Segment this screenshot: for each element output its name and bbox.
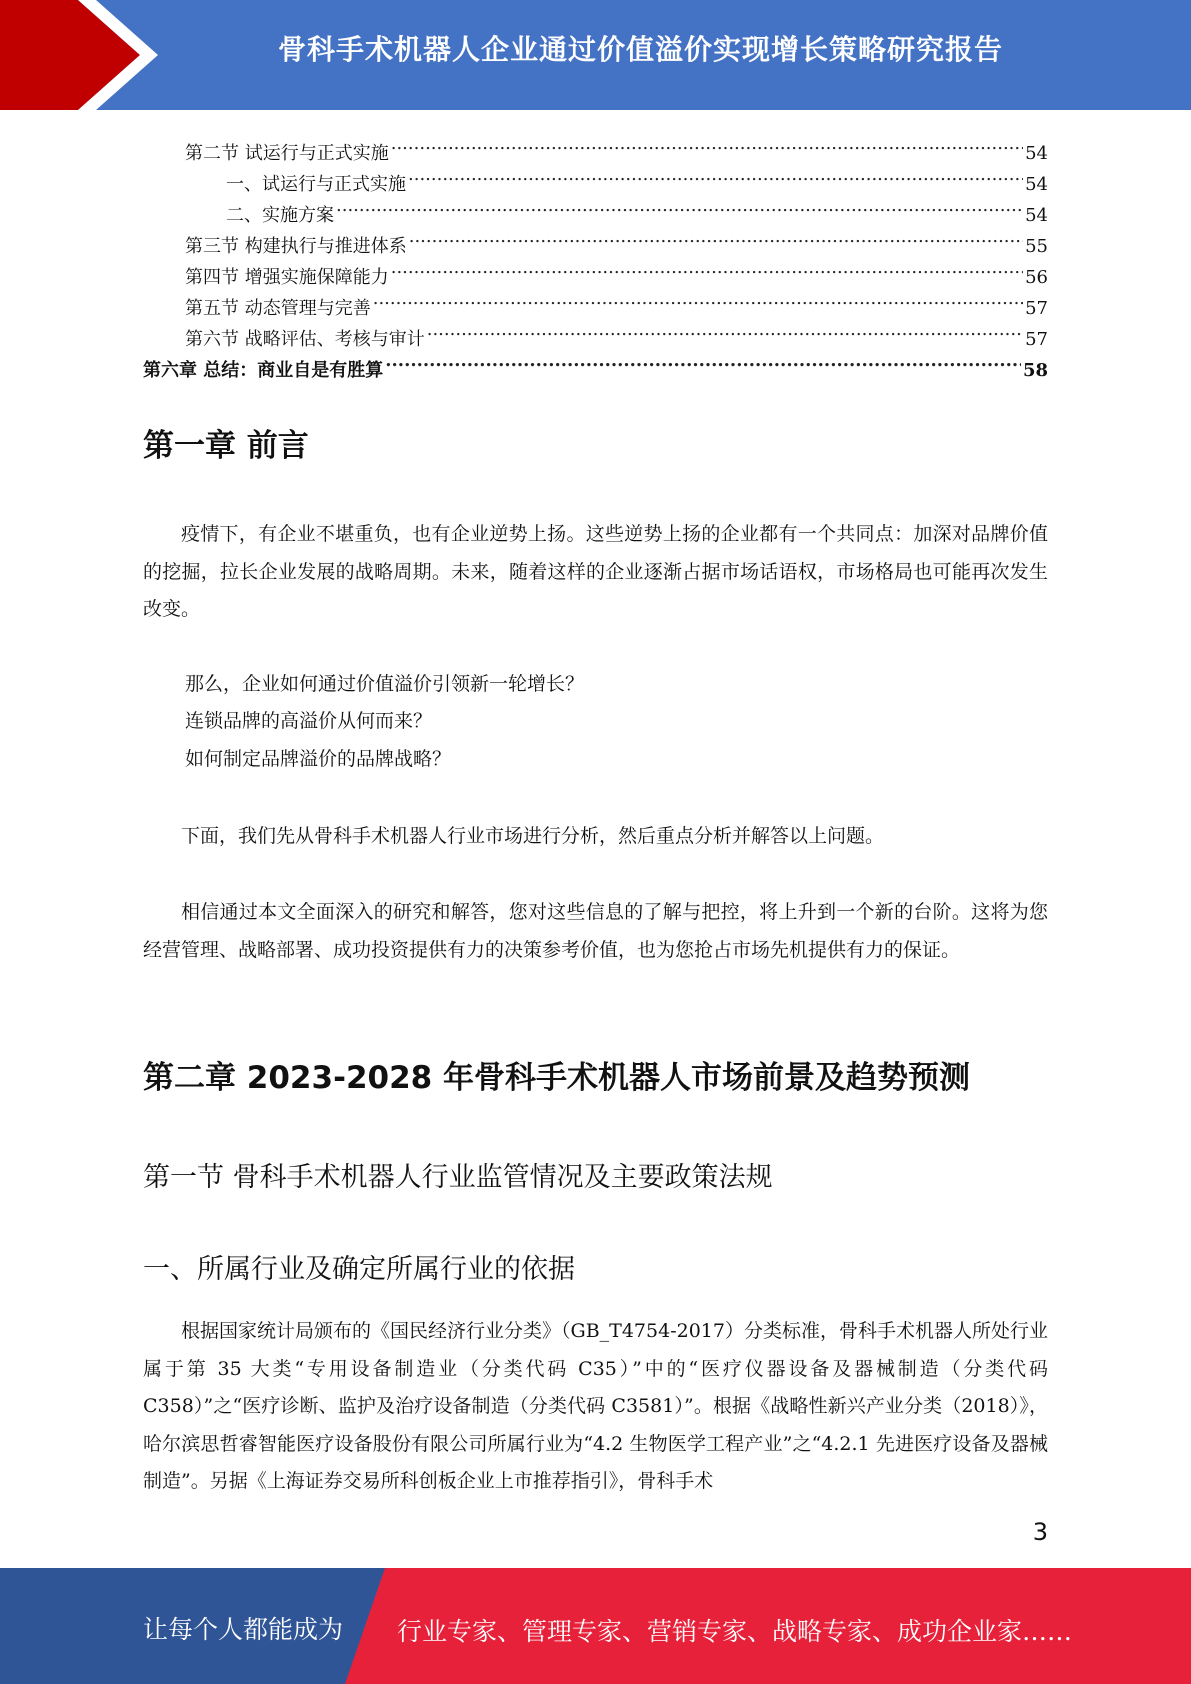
toc-entry-page: 54 — [1025, 174, 1048, 195]
toc-leader-dots — [408, 159, 1023, 190]
body-paragraph: 疫情下，有企业不堪重负，也有企业逆势上扬。这些逆势上扬的企业都有一个共同点：加深对品牌价值的挖掘，拉长企业发展的战略周期。未来，随着这样的企业逐渐占据市场话语权，市场格局也可能再次发生改变。 — [143, 523, 1048, 620]
toc-leader-dots — [391, 128, 1023, 159]
toc-entry-page: 54 — [1025, 143, 1048, 164]
section-title: 第一节 骨科手术机器人行业监管情况及主要政策法规 — [143, 1162, 773, 1193]
toc-entry-page: 57 — [1025, 298, 1048, 319]
page-footer — [0, 1568, 1191, 1684]
toc-leader-dots — [427, 314, 1023, 345]
body-paragraph: 相信通过本文全面深入的研究和解答，您对这些信息的了解与把控，将上升到一个新的台阶。这将为您经营管理、战略部署、成功投资提供有力的决策参考价值，也为您抢占市场先机提供有力的保证。 — [143, 901, 1048, 961]
toc-leader-dots — [385, 345, 1021, 376]
page-number: 3 — [1032, 1518, 1048, 1546]
toc-entry-label: 一、试运行与正式实施 — [226, 174, 406, 195]
toc-entry-label: 第三节 构建执行与推进体系 — [185, 236, 407, 257]
chapter-title: 第一章 前言 — [143, 428, 309, 464]
toc-entry-page: 56 — [1025, 267, 1048, 288]
toc-entry-page: 58 — [1022, 360, 1048, 381]
toc-entry-page: 54 — [1025, 205, 1048, 226]
toc-entry-label: 第四节 增强实施保障能力 — [185, 267, 389, 288]
toc-leader-dots — [409, 221, 1023, 252]
toc-leader-dots — [391, 252, 1023, 283]
toc-entry-label: 二、实施方案 — [226, 205, 334, 226]
toc-entry[interactable] — [185, 314, 1048, 350]
question-line: 如何制定品牌溢价的品牌战略？ — [185, 748, 452, 770]
toc-entry-label: 第五节 动态管理与完善 — [185, 298, 371, 319]
footer-slogan-left: 让每个人都能成为 — [143, 1615, 344, 1644]
toc-entry[interactable] — [185, 283, 1048, 319]
toc-entry[interactable] — [226, 190, 1048, 226]
toc-leader-dots — [336, 190, 1023, 221]
question-line: 那么，企业如何通过价值溢价引领新一轮增长？ — [185, 673, 585, 695]
body-paragraph: 下面，我们先从骨科手术机器人行业市场进行分析，然后重点分析并解答以上问题。 — [181, 825, 885, 847]
subsection-title: 一、所属行业及确定所属行业的依据 — [143, 1254, 575, 1285]
toc-entry-label: 第二节 试运行与正式实施 — [185, 143, 389, 164]
toc-entry-page: 55 — [1025, 236, 1048, 257]
chapter-title: 第二章 2023-2028 年骨科手术机器人市场前景及趋势预测 — [143, 1060, 971, 1096]
footer-slogan-right: 行业专家、管理专家、营销专家、战略专家、成功企业家…… — [397, 1617, 1073, 1646]
toc-entry-chapter[interactable] — [143, 345, 1048, 381]
toc-entry[interactable] — [185, 252, 1048, 288]
question-line: 连锁品牌的高溢价从何而来？ — [185, 710, 433, 732]
toc-entry[interactable] — [226, 159, 1048, 195]
toc-entry-page: 57 — [1025, 329, 1048, 350]
toc-entry[interactable] — [185, 221, 1048, 257]
toc-leader-dots — [373, 283, 1023, 314]
header-title: 骨科手术机器人企业通过价值溢价实现增长策略研究报告 — [277, 33, 1003, 66]
toc-entry[interactable] — [185, 128, 1048, 164]
toc-entry-label: 第六章 总结：商业自是有胜算 — [143, 360, 384, 381]
body-paragraph: 根据国家统计局颁布的《国民经济行业分类》（GB_T4754-2017）分类标准，骨科手术机器人所处行业属于第 35 大类“专用设备制造业（分类代码 C35）”中的“医疗仪器设备及器械制造（分类代码 C358）”之“医疗诊断、监护及治疗设备制造（分类代码 C3581）”。根据《战略性新兴产业分类（2018）》，哈尔滨思哲睿智能医疗设备股份有限公司所属行业为“4.2 生物医学工程产业”之“4.2.1 先进医疗设备及器械制造”。另据《上海证券交易所科创板企业上市推荐指引》，骨科手术 — [143, 1320, 1048, 1492]
page-header — [0, 0, 1191, 110]
toc-entry-label: 第六节 战略评估、考核与审计 — [185, 329, 425, 350]
